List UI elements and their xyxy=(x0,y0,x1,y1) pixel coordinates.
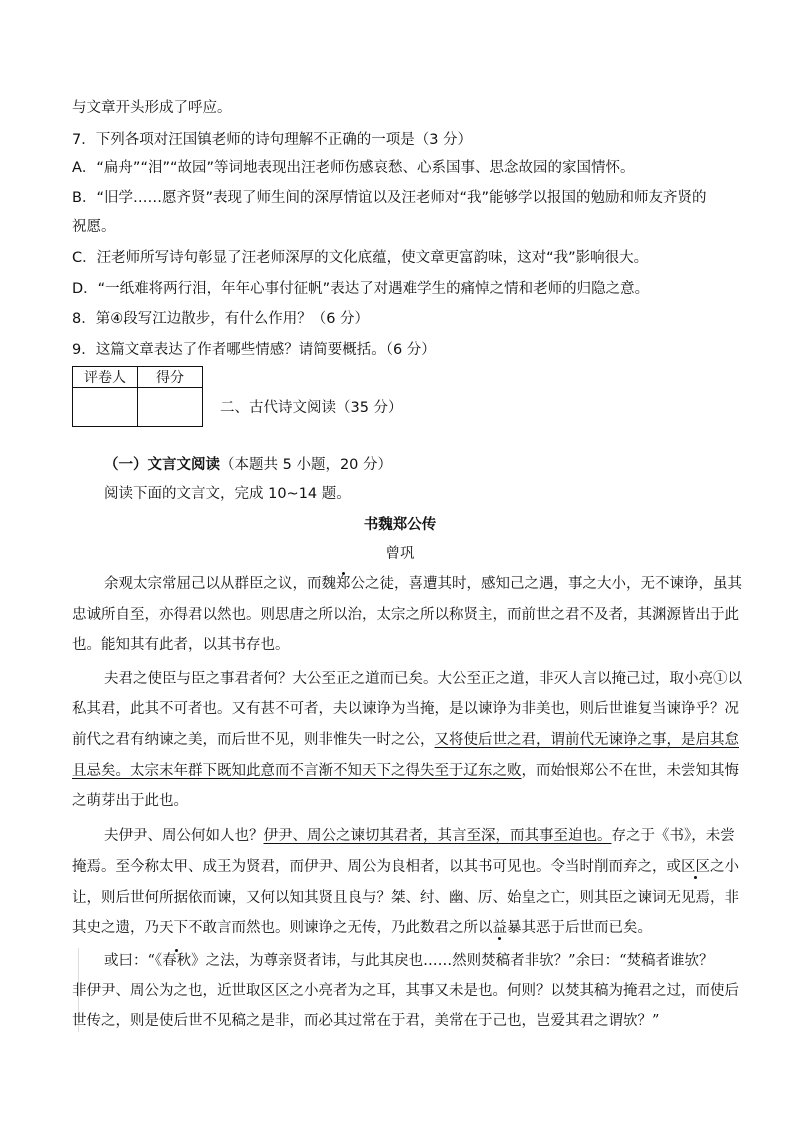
paragraph-2-line-1: 夫君之使臣与臣之事君者何？大公至正之道而已矣。大公至正之道，非灭人言以掩己过，取小亮①以 xyxy=(104,671,742,687)
paragraph-2-line-5: 之萌芽出于此也。 xyxy=(72,793,188,809)
article-author: 曾巩 xyxy=(385,546,415,562)
subsection-heading xyxy=(104,455,392,475)
paragraph-4-line-1: 或曰：“《春秋》之法，为尊亲贤者讳，与此其戾也……然则焚稿者非欤？”余曰：“焚稿者谁欤？ xyxy=(104,953,714,969)
paragraph-3-line-4: 其史之遗，乃天下不敢言而然也。则谏诤之无传，乃此数君之所以益暴其恶于后世而已矣。 xyxy=(72,920,652,936)
dotted-term: 魏郑公 xyxy=(321,576,365,592)
paragraph-3-line-3: 让，则后世何所据依而谏，又何以知其贤且良与？桀、纣、幽、厉、始皇之亡，则其臣之谏词无见焉，非 xyxy=(72,890,739,906)
score-table-header-reviewer: 评卷人 xyxy=(73,367,138,388)
reading-instruction: 阅读下面的文言文，完成 10~14 题。 xyxy=(104,486,351,502)
option-b-continued: 祝愿。 xyxy=(72,219,116,235)
paragraph-3-line-2: 掩焉。至今称太甲、成王为贤君，而伊尹、周公为良相者，以其书可见也。令当时削而弃之，或区区之小 xyxy=(72,859,739,875)
dotted-term: 区区 xyxy=(681,859,710,875)
score-table-reviewer-cell xyxy=(73,388,138,427)
question-7: 7．下列各项对汪国镇老师的诗句理解不正确的一项是（3 分） xyxy=(72,132,473,148)
paragraph-2-line-3: 前代之君有纳谏之美，而后世不见，则非惟失一时之公，又将使后世之君，谓前代无谏诤之事，是启其怠 xyxy=(72,732,739,748)
text-line: 与文章开头形成了呼应。 xyxy=(72,100,232,116)
question-9: 9．这篇文章表达了作者哪些情感？请简要概括。（6 分） xyxy=(72,342,436,358)
paragraph-3-line-1: 夫伊尹、周公何如人也？伊尹、周公之谏切其君者，其言至深，而其事至迫也。存之于《书》，未尝 xyxy=(104,828,735,844)
score-table-score-cell xyxy=(138,388,203,427)
dotted-term: 益 xyxy=(492,920,507,936)
option-a: A．“扁舟”“泪”“故园”等词地表现出汪老师伤感哀愁、心系国事、思念故园的家国情怀。 xyxy=(72,160,635,176)
score-table xyxy=(72,366,203,427)
underlined-sentence: 且忌矣。太宗末年群下既知此意而不言渐不知天下之得失至于辽东之败 xyxy=(72,763,522,779)
section-heading: 二、古代诗文阅读（35 分） xyxy=(220,400,403,416)
option-b: B．“旧学……愿齐贤”表现了师生间的深厚情谊以及汪老师对“我”能够学以报国的勉励和师友齐贤的 xyxy=(72,190,707,206)
paragraph-1-line-1: 余观太宗常屈己以从群臣之议，而魏郑公之徒，喜遭其时，感知己之遇，事之大小，无不谏诤，虽其 xyxy=(104,576,742,592)
paragraph-4-line-3: 世传之，则是使后世不见稿之是非，而必其过常在于君，美常在于己也，岂爱其君之谓欤？” xyxy=(72,1013,660,1029)
article-title: 书魏郑公传 xyxy=(363,517,437,533)
paragraph-2-line-4: 且忌矣。太宗末年群下既知此意而不言渐不知天下之得失至于辽东之败，而始恨郑公不在世，未尝知其悔 xyxy=(72,763,739,779)
option-d: D．“一纸难将两行泪，年年心事付征帆”表达了对遇难学生的痛悼之情和老师的归隐之意。 xyxy=(72,281,650,297)
question-8: 8．第④段写江边散步，有什么作用？（6 分） xyxy=(72,311,370,327)
option-c: C．汪老师所写诗句彰显了汪老师深厚的文化底蕴，使文章更富韵味，这对“我”影响很大。 xyxy=(72,250,649,266)
subsection-label: （一）文言文阅读 xyxy=(104,457,220,473)
paragraph-2-line-2: 私其君，此其不可者也。又有甚不可者，夫以谏诤为当掩，是以谏诤为非美也，则后世谁复当谏诤乎？况 xyxy=(72,701,739,717)
underlined-sentence: 又将使后世之君，谓前代无谏诤之事，是启其怠 xyxy=(434,732,739,748)
dotted-term: 春秋 xyxy=(162,953,192,969)
paragraph-1-line-2: 忠诚所自至，亦得君以然也。则思唐之所以治，太宗之所以称贤主，而前世之君不及者，其渊源皆出于此 xyxy=(72,607,739,623)
paragraph-1-line-3: 也。能知其有此者，以其书存也。 xyxy=(72,637,290,653)
underlined-sentence: 伊尹、周公之谏切其君者，其言至深，而其事至迫也。 xyxy=(263,828,612,844)
subsection-note: （本题共 5 小题，20 分） xyxy=(220,457,393,473)
paragraph-4-line-2: 非伊尹、周公为之也，近世取区区之小亮者为之耳，其事又未是也。何则？以焚其稿为掩君之过，而使后 xyxy=(72,983,739,999)
score-table-header-score: 得分 xyxy=(138,367,203,388)
